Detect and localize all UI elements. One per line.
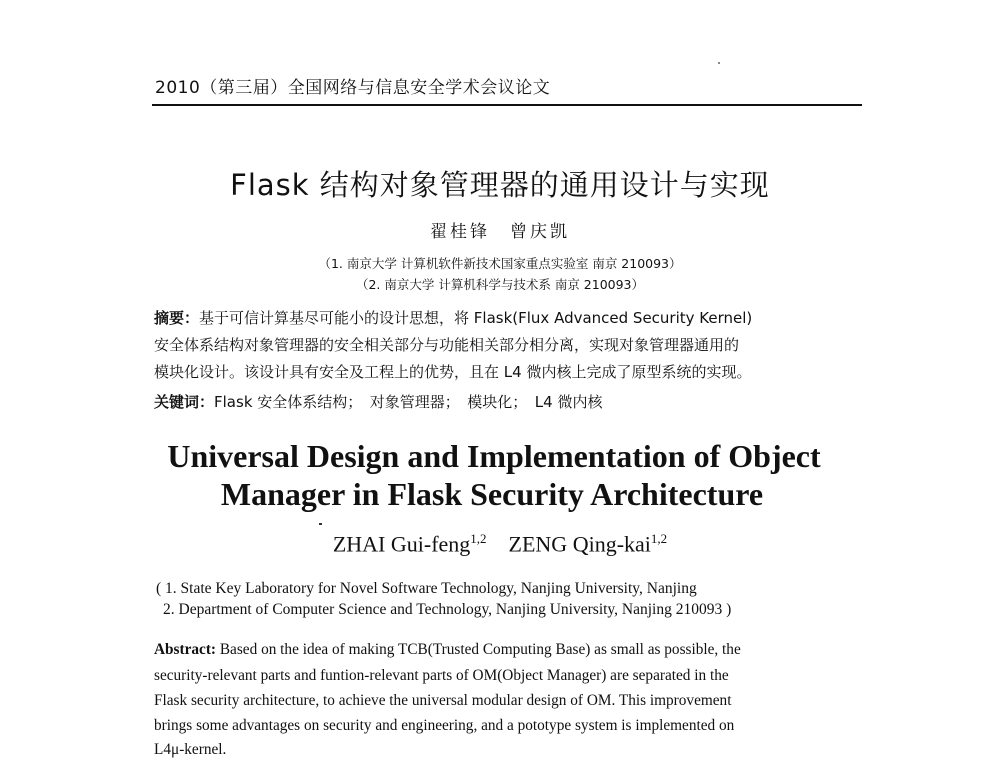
header-rule: [152, 104, 862, 106]
english-abstract-line-5: L4μ-kernel.: [154, 741, 227, 758]
english-title-line-1: Universal Design and Implementation of Object: [167, 438, 821, 474]
english-affiliation-1: ( 1. State Key Laboratory for Novel Software Technology, Nanjing University, Nanjing: [156, 580, 697, 597]
chinese-abstract-line-3: 模块化设计。该设计具有安全及工程上的优势，且在 L4 微内核上完成了原型系统的实现。: [154, 363, 752, 381]
chinese-keywords-text: Flask 安全体系结构； 对象管理器； 模块化； L4 微内核: [214, 393, 603, 411]
chinese-abstract-line-1: [154, 307, 854, 328]
english-author-2: ZENG Qing-kai: [508, 531, 651, 557]
chinese-abstract-text-1: 基于可信计算基尽可能小的设计思想，将 Flask(Flux Advanced Security Kernel): [199, 309, 753, 327]
english-abstract-line-3: Flask security architecture, to achieve the universal modular design of OM. This improvement: [154, 692, 732, 709]
chinese-keywords-label: 关键词：: [154, 393, 215, 411]
english-title-line-2: Manager in Flask Security Architecture: [220, 476, 764, 512]
chinese-keywords: [154, 391, 854, 412]
chinese-authors: 翟桂锋 曾庆凯: [430, 222, 570, 242]
english-author-2-sup: 1,2: [650, 531, 668, 546]
english-abstract-line-4: brings some advantages on security and engineering, and a pototype system is implemented on: [154, 717, 735, 734]
english-abstract-label: Abstract:: [154, 641, 217, 658]
chinese-affiliation-1: （1. 南京大学 计算机软件新技术国家重点实验室 南京 210093）: [318, 256, 682, 271]
english-abstract-text-1: Based on the idea of making TCB(Trusted Computing Base) as small as possible, the: [216, 641, 741, 658]
english-abstract-line-1: [154, 641, 857, 659]
english-abstract-line-2: security-relevant parts and funtion-relevant parts of OM(Object Manager) are separated in the: [154, 667, 729, 684]
chinese-abstract-label: 摘要：: [154, 309, 200, 327]
running-header: 2010（第三届）全国网络与信息安全学术会议论文: [155, 78, 551, 98]
english-affiliation-2: 2. Department of Computer Science and Technology, Nanjing University, Nanjing 210093 ): [163, 601, 732, 618]
scan-mark: [319, 523, 322, 525]
chinese-affiliation-2: （2. 南京大学 计算机科学与技术系 南京 210093）: [355, 277, 645, 292]
scan-speck: [718, 62, 720, 64]
chinese-abstract-line-2: 安全体系结构对象管理器的安全相关部分与功能相关部分相分离，实现对象管理器通用的: [154, 336, 740, 354]
chinese-title: Flask 结构对象管理器的通用设计与实现: [230, 168, 770, 202]
english-author-1: ZHAI Gui-feng: [332, 531, 471, 557]
english-authors: [0, 531, 1000, 557]
english-author-1-sup: 1,2: [470, 531, 487, 546]
